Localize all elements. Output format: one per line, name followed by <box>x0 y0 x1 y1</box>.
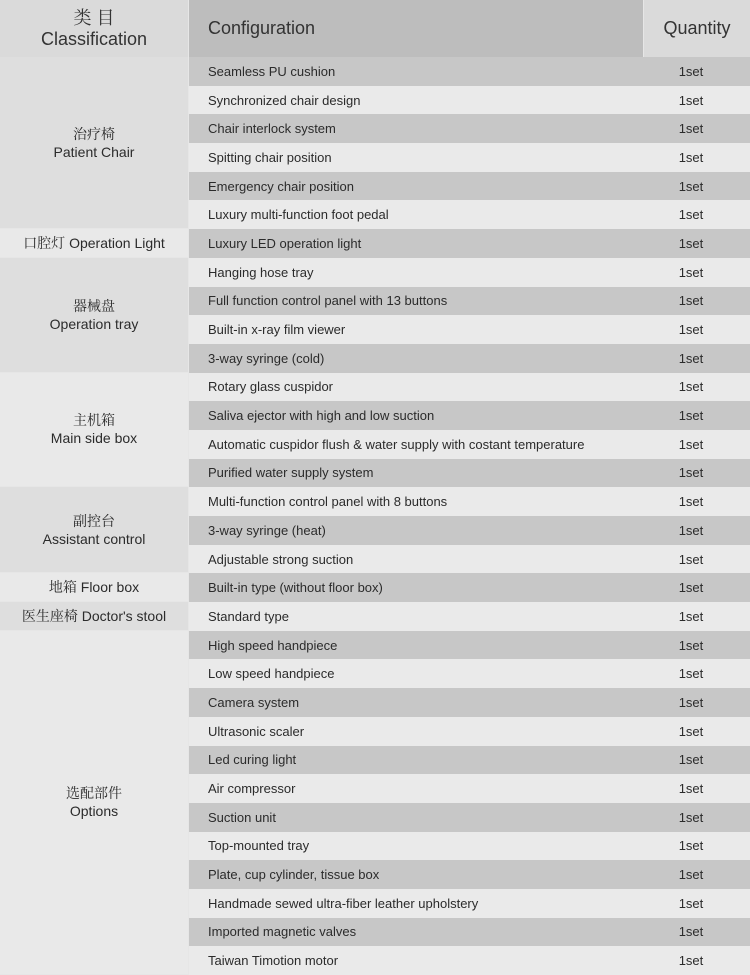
classification-en: Doctor's stool <box>81 607 167 624</box>
table-row <box>189 344 750 373</box>
quantity-cell: 1set <box>678 953 704 969</box>
classification-label <box>49 578 139 596</box>
header-classification-en: Classification <box>40 28 148 49</box>
table-row <box>189 860 750 889</box>
configuration-cell: 3-way syringe (heat) <box>208 522 326 538</box>
table-row <box>189 516 750 545</box>
configuration-cell: Taiwan Timotion motor <box>208 953 339 969</box>
table-row <box>189 631 750 660</box>
classification-cn: 口腔灯 <box>23 234 66 251</box>
quantity-cell: 1set <box>678 465 704 481</box>
classification-en: Assistant control <box>42 530 146 547</box>
configuration-cell: Low speed handpiece <box>208 666 335 682</box>
classification-en: Operation tray <box>49 315 139 332</box>
table-row <box>189 946 750 975</box>
quantity-cell: 1set <box>678 350 704 366</box>
quantity-cell: 1set <box>678 838 704 854</box>
configuration-cell: Adjustable strong suction <box>208 551 354 567</box>
table-row <box>189 143 750 172</box>
configuration-cell: Plate, cup cylinder, tissue box <box>208 867 380 883</box>
quantity-cell: 1set <box>678 121 704 137</box>
classification-cn: 地箱 <box>48 579 77 596</box>
quantity-cell: 1set <box>678 723 704 739</box>
quantity-cell: 1set <box>678 752 704 768</box>
classification-en: Options <box>69 803 119 820</box>
configuration-cell: Multi-function control panel with 8 buttons <box>208 494 448 510</box>
configuration-cell: Ultrasonic scaler <box>208 723 305 739</box>
quantity-cell: 1set <box>678 92 704 108</box>
classification-en: Patient Chair <box>53 143 135 160</box>
configuration-cell: Top-mounted tray <box>208 838 310 854</box>
quantity-cell: 1set <box>678 694 704 710</box>
configuration-cell: Spitting chair position <box>208 149 332 165</box>
configuration-cell: Handmade sewed ultra-fiber leather upholstery <box>208 895 479 911</box>
quantity-cell: 1set <box>678 781 704 797</box>
classification-label <box>22 607 166 625</box>
classification-cn: 治疗椅 <box>73 125 115 142</box>
quantity-cell: 1set <box>678 551 704 567</box>
configuration-cell: Luxury LED operation light <box>208 235 362 251</box>
configuration-cell: Camera system <box>208 694 300 710</box>
classification-group <box>0 229 188 257</box>
table-row <box>189 746 750 775</box>
classification-label <box>23 234 165 252</box>
quantity-cell: 1set <box>678 178 704 194</box>
header-classification-cn: 类 目 <box>73 7 115 28</box>
table-row <box>189 688 750 717</box>
table-row <box>189 774 750 803</box>
quantity-cell: 1set <box>678 235 704 251</box>
quantity-cell: 1set <box>678 608 704 624</box>
classification-group <box>0 258 188 372</box>
table-row <box>189 832 750 861</box>
quantity-cell: 1set <box>678 207 704 223</box>
configuration-cell: Built-in x-ray film viewer <box>208 322 346 338</box>
table-row <box>189 573 750 602</box>
configuration-cell: Led curing light <box>208 752 297 768</box>
table-row <box>189 401 750 430</box>
table-row <box>189 315 750 344</box>
configuration-cell: Emergency chair position <box>208 178 354 194</box>
table-row <box>189 918 750 947</box>
configuration-cell: Built-in type (without floor box) <box>208 580 383 596</box>
table-row <box>189 86 750 115</box>
quantity-cell: 1set <box>678 379 704 395</box>
header-configuration: Configuration <box>189 0 643 57</box>
classification-en: Floor box <box>80 579 140 596</box>
quantity-cell: 1set <box>678 637 704 653</box>
configuration-cell: Standard type <box>208 608 289 624</box>
table-row <box>189 659 750 688</box>
classification-cn: 器械盘 <box>73 297 115 314</box>
table-row <box>189 114 750 143</box>
configuration-cell: Hanging hose tray <box>208 264 314 280</box>
configuration-cell: 3-way syringe (cold) <box>208 350 325 366</box>
quantity-cell: 1set <box>678 522 704 538</box>
classification-en: Main side box <box>50 430 138 447</box>
quantity-cell: 1set <box>678 149 704 165</box>
configuration-cell: Air compressor <box>208 781 296 797</box>
quantity-cell: 1set <box>678 494 704 510</box>
quantity-cell: 1set <box>678 867 704 883</box>
table-row <box>189 287 750 316</box>
classification-group <box>0 602 188 630</box>
configuration-cell: High speed handpiece <box>208 637 338 653</box>
quantity-cell: 1set <box>678 408 704 424</box>
classification-en: Operation Light <box>69 234 165 251</box>
table-row <box>189 545 750 574</box>
classification-cn: 选配部件 <box>66 785 122 802</box>
table-row <box>189 258 750 287</box>
quantity-cell: 1set <box>678 436 704 452</box>
quantity-cell: 1set <box>678 580 704 596</box>
table-row <box>189 459 750 488</box>
quantity-cell: 1set <box>678 666 704 682</box>
configuration-cell: Suction unit <box>208 809 276 825</box>
classification-group <box>0 57 188 228</box>
classification-cn: 主机箱 <box>73 412 115 429</box>
configuration-cell: Chair interlock system <box>208 121 336 137</box>
configuration-cell: Full function control panel with 13 buttons <box>208 293 448 309</box>
quantity-cell: 1set <box>678 809 704 825</box>
table-row <box>189 200 750 229</box>
header-classification <box>0 0 188 57</box>
configuration-cell: Imported magnetic valves <box>208 924 357 940</box>
classification-group <box>0 631 188 974</box>
table-row <box>189 487 750 516</box>
classification-group <box>0 487 188 572</box>
table-row <box>189 172 750 201</box>
quantity-cell: 1set <box>678 264 704 280</box>
classification-cn: 医生座椅 <box>21 607 78 624</box>
quantity-cell: 1set <box>678 895 704 911</box>
table-row <box>189 602 750 631</box>
table-header <box>0 0 750 57</box>
classification-group <box>0 373 188 487</box>
quantity-cell: 1set <box>678 322 704 338</box>
classification-cn: 副控台 <box>73 512 115 529</box>
table-row <box>189 229 750 258</box>
configuration-cell: Seamless PU cushion <box>208 63 336 79</box>
table-row <box>189 803 750 832</box>
quantity-cell: 1set <box>678 293 704 309</box>
quantity-cell: 1set <box>678 924 704 940</box>
header-quantity: Quantity <box>644 0 750 57</box>
table-row <box>189 373 750 402</box>
classification-group <box>0 573 188 601</box>
configuration-cell: Synchronized chair design <box>208 92 361 108</box>
quantity-cell: 1set <box>678 63 704 79</box>
table-row <box>189 717 750 746</box>
table-row <box>189 889 750 918</box>
configuration-cell: Purified water supply system <box>208 465 374 481</box>
configuration-cell: Automatic cuspidor flush & water supply with costant temperature <box>208 436 585 452</box>
configuration-cell: Saliva ejector with high and low suction <box>208 408 435 424</box>
table-row <box>189 57 750 86</box>
configuration-cell: Luxury multi-function foot pedal <box>208 207 389 223</box>
configuration-cell: Rotary glass cuspidor <box>208 379 333 395</box>
table-row <box>189 430 750 459</box>
